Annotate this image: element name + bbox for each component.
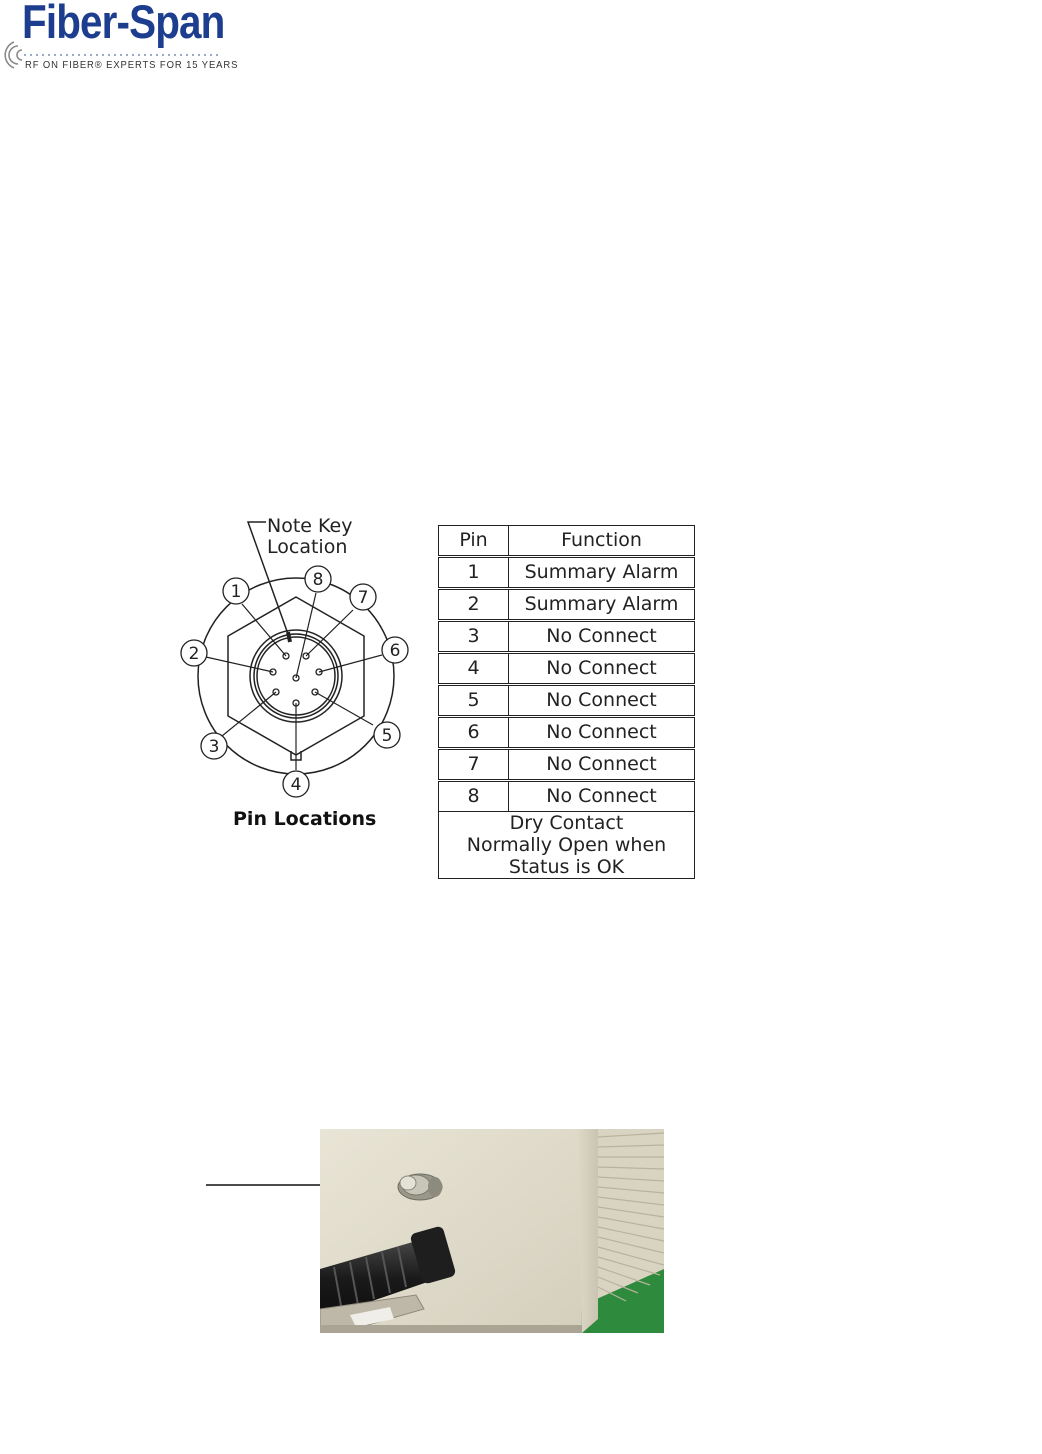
pin-locations-caption: Pin Locations	[233, 808, 377, 830]
pin-cell: 1	[439, 557, 509, 589]
function-cell: No Connect	[509, 621, 695, 653]
table-header-row	[439, 526, 695, 557]
pin-label-6: 6	[389, 641, 401, 661]
pin-label-7: 7	[357, 588, 369, 608]
header-function: Function	[509, 526, 695, 557]
table-row	[439, 653, 695, 685]
function-cell: No Connect	[509, 653, 695, 685]
function-cell: Summary Alarm	[509, 589, 695, 621]
enclosure-ground-stud-photo	[320, 1129, 664, 1333]
note-line-1: Dry Contact	[509, 812, 624, 834]
connector-pin-diagram	[170, 510, 430, 810]
pin-cell: 3	[439, 621, 509, 653]
dry-contact-note	[439, 812, 695, 879]
table-row	[439, 781, 695, 812]
note-line-2: Normally Open when	[466, 834, 667, 856]
logo-dotted-rule	[24, 52, 220, 58]
pin-label-3: 3	[208, 737, 220, 757]
company-logo	[0, 0, 239, 78]
table-row	[439, 749, 695, 781]
function-cell: No Connect	[509, 749, 695, 781]
pin-function-table	[438, 525, 695, 879]
pin-label-1: 1	[230, 582, 242, 602]
logo-title: Fiber-Span	[22, 0, 225, 48]
table-row	[439, 717, 695, 749]
pin-cell: 8	[439, 781, 509, 812]
table-row	[439, 557, 695, 589]
header-pin: Pin	[439, 526, 509, 557]
pin-cell: 2	[439, 589, 509, 621]
note-line-3: Status is OK	[508, 856, 625, 878]
function-cell: Summary Alarm	[509, 557, 695, 589]
pin-label-5: 5	[381, 726, 393, 746]
function-cell: No Connect	[509, 685, 695, 717]
pin-label-8: 8	[312, 570, 324, 590]
table-note-row	[439, 812, 695, 879]
logo-tagline: RF ON FIBER® EXPERTS FOR 15 YEARS	[25, 59, 239, 71]
pin-label-4: 4	[290, 775, 302, 795]
pin-cell: 6	[439, 717, 509, 749]
table-row	[439, 589, 695, 621]
pin-label-2: 2	[188, 644, 200, 664]
table-row	[439, 685, 695, 717]
key-note-line-1: Note Key	[267, 515, 353, 537]
pin-cell: 4	[439, 653, 509, 685]
function-cell: No Connect	[509, 717, 695, 749]
pin-cell: 5	[439, 685, 509, 717]
table-row	[439, 621, 695, 653]
function-cell: No Connect	[509, 781, 695, 812]
pin-cell: 7	[439, 749, 509, 781]
key-note-line-2: Location	[267, 536, 348, 558]
